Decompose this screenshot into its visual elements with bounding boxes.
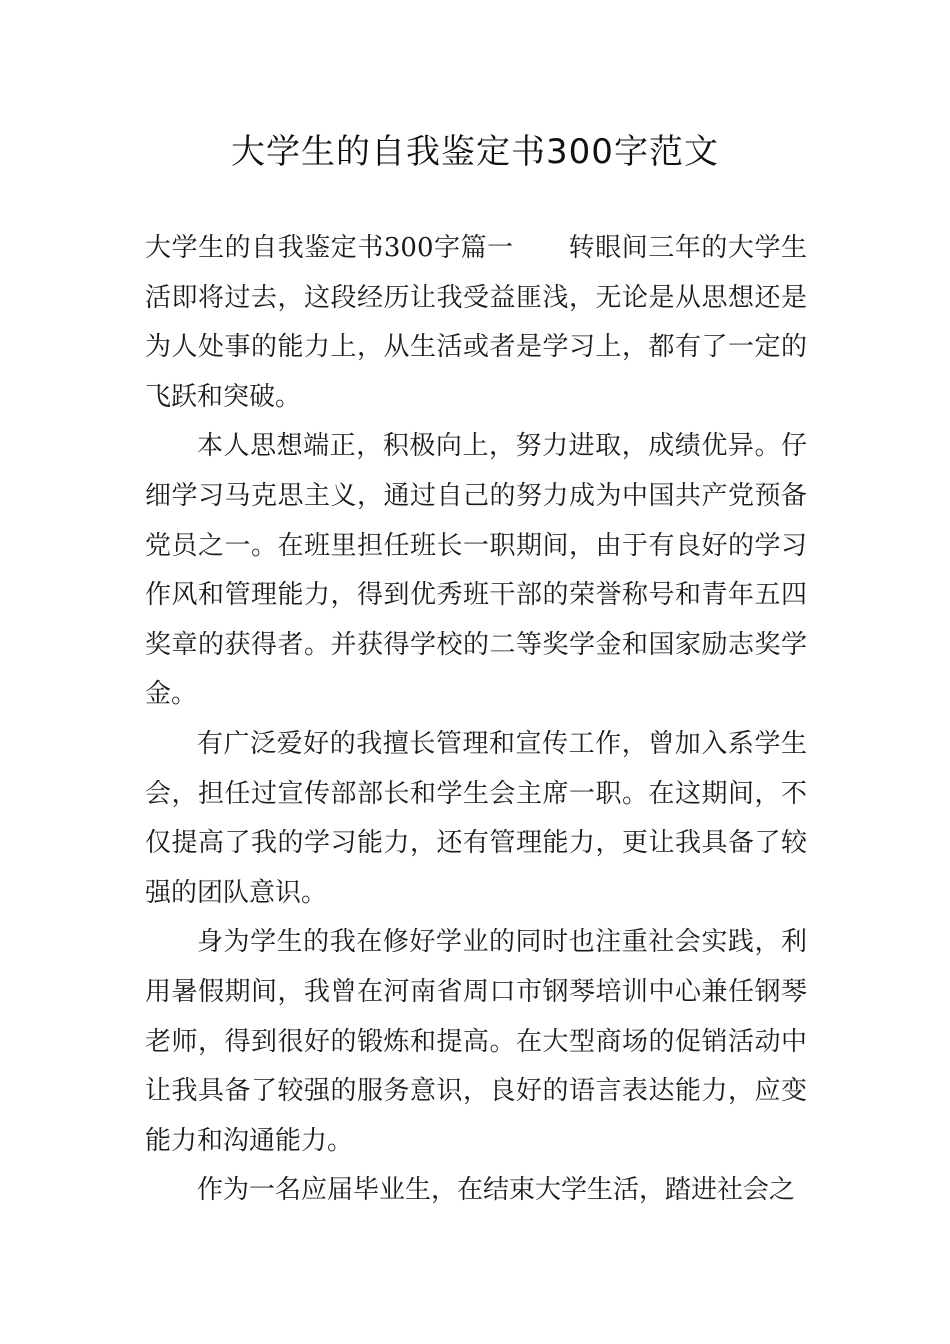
paragraph-3: 有广泛爱好的我擅长管理和宣传工作，曾加入系学生会，担任过宣传部部长和学生会主席一职。在这期间，不仅提高了我的学习能力，还有管理能力，更让我具备了较强的团队意识。 [145,728,807,908]
paragraph-1 [145,224,807,422]
paragraph-4: 身为学生的我在修好学业的同时也注重社会实践，利用暑假期间，我曾在河南省周口市钢琴培训中心兼任钢琴老师，得到很好的锻炼和提高。在大型商场的促销活动中让我具备了较强的服务意识，良好的语言表达能力，应变能力和沟通能力。 [145,927,807,1156]
document-body [145,224,807,1216]
section-heading: 大学生的自我鉴定书300字篇一 [145,233,514,263]
paragraph-5: 作为一名应届毕业生，在结束大学生活，踏进社会之 [197,1175,796,1206]
paragraph-2: 本人思想端正，积极向上，努力进取，成绩优异。仔细学习马克思主义，通过自己的努力成为中国共产党预备党员之一。在班里担任班长一职期间，由于有良好的学习作风和管理能力，得到优秀班干部的荣誉称号和青年五四奖章的获得者。并获得学校的二等奖学金和国家励志奖学金。 [145,431,807,710]
document-title: 大学生的自我鉴定书300字范文 [231,132,719,172]
paragraph-1-text: 转眼间三年的大学生活即将过去，这段经历让我受益匪浅，无论是从思想还是为人处事的能力上，从生活或者是学习上，都有了一定的飞跃和突破。 [145,233,807,412]
